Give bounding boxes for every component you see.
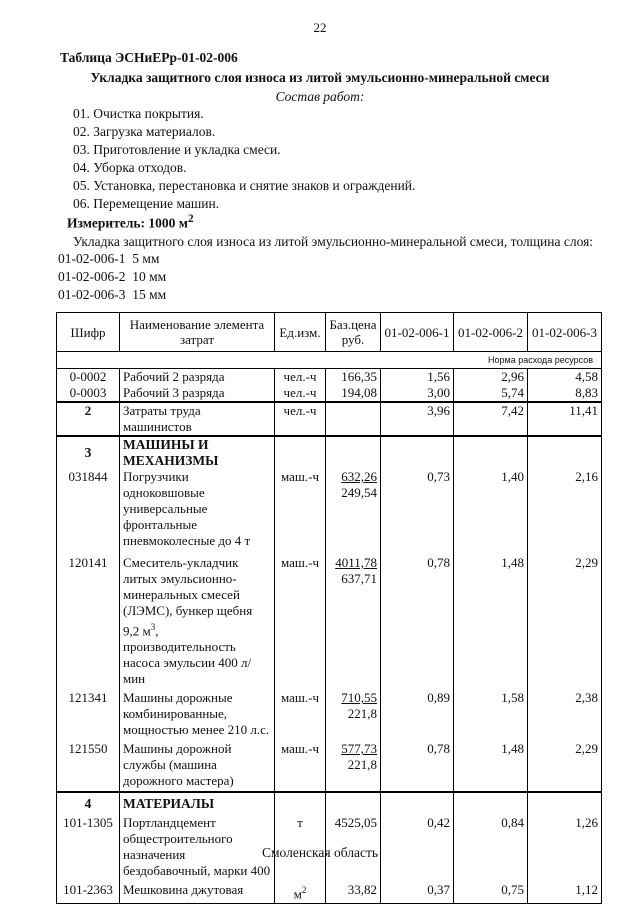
table-row	[57, 469, 602, 555]
cell-code: 2	[57, 402, 120, 436]
unit-base: м	[293, 886, 302, 902]
cell-unit: т	[275, 815, 326, 882]
cell-code: 0-0003	[57, 385, 120, 402]
cell-price	[326, 469, 381, 555]
price-machine: 632,26	[341, 469, 377, 484]
name-sup: 3	[150, 622, 156, 632]
cell-price	[326, 402, 381, 436]
table-row	[57, 369, 602, 386]
cell-code: 0-0002	[57, 369, 120, 386]
cell-v1: 3,00	[381, 385, 454, 402]
document-subtitle: Укладка защитного слоя износа из литой эмульсионно-минеральной смеси	[90, 70, 550, 85]
work-list	[73, 105, 415, 213]
variant-value: 5 мм	[132, 251, 160, 266]
table-row	[57, 385, 602, 402]
cell-unit: маш.-ч	[275, 469, 326, 555]
cell-price: 166,35	[326, 369, 381, 386]
cell-v1: 0,37	[381, 882, 454, 903]
variant-code: 01-02-006-3	[58, 287, 126, 302]
cell-code: 120141	[57, 555, 120, 690]
cell-price: 33,82	[326, 882, 381, 903]
cell-v2: 1,40	[454, 469, 528, 555]
measure-sup: 2	[188, 213, 194, 225]
name-part: , производительность насоса эмульсии 400 л/мин	[123, 623, 252, 687]
work-item: 01. Очистка покрытия.	[73, 106, 204, 121]
cell-v2: 1,48	[454, 741, 528, 792]
norm-label: Норма расхода ресурсов	[57, 352, 602, 369]
cell-name: Портландцемент общестроительного назначения бездобавочный, марки 400	[120, 815, 275, 882]
cell-unit: чел.-ч	[275, 369, 326, 386]
work-item: 04. Уборка отходов.	[73, 160, 187, 175]
variant-code: 01-02-006-2	[58, 269, 126, 284]
page-number: 22	[313, 20, 327, 35]
measure-label: Измеритель: 1000 м	[67, 215, 188, 231]
price-machine: 4011,78	[335, 555, 377, 570]
variant-value: 15 мм	[132, 287, 167, 302]
table-row	[57, 741, 602, 792]
work-item: 06. Перемещение машин.	[73, 196, 220, 211]
price-operator: 221,8	[347, 757, 377, 773]
cell-v3: 8,83	[528, 385, 602, 402]
section-row	[57, 436, 602, 469]
cell-name: Затраты труда машинистов	[120, 402, 275, 436]
cell-v1: 1,56	[381, 369, 454, 386]
table-row	[57, 402, 602, 436]
header-name: Наименование элемента затрат	[120, 313, 275, 352]
cell-code: 121341	[57, 690, 120, 741]
cell-name: Машины дорожной службы (машина дорожного мастера)	[120, 741, 275, 792]
measure-unit	[67, 213, 194, 232]
section-title: МАШИНЫ И МЕХАНИЗМЫ	[120, 436, 275, 469]
cell-v2: 7,42	[454, 402, 528, 436]
work-item: 02. Загрузка материалов.	[73, 124, 216, 139]
price-machine: 710,55	[341, 690, 377, 706]
cell-v1: 0,89	[381, 690, 454, 741]
cell-unit: маш.-ч	[275, 555, 326, 690]
cell-price: 194,08	[326, 385, 381, 402]
footer-region: Смоленская область	[261, 845, 379, 860]
variant-line	[58, 287, 166, 303]
cell-price	[326, 555, 381, 690]
cell-v3: 1,26	[528, 815, 602, 882]
table-header-row	[57, 313, 602, 352]
cell-price	[326, 690, 381, 741]
cell-name: Рабочий 3 разряда	[120, 385, 275, 402]
section-title: МАТЕРИАЛЫ	[120, 792, 275, 815]
composition-label: Состав работ:	[275, 89, 365, 104]
name-part: Смеситель-укладчик литых эмульсионно-минеральных смесей (ЛЭМС), бункер щебня 9,2 м	[123, 555, 253, 639]
cell-v1: 0,78	[381, 555, 454, 690]
cell-v2: 2,96	[454, 369, 528, 386]
unit-sup: 2	[301, 885, 307, 896]
cell-v2: 0,84	[454, 815, 528, 882]
cell-v1: 3,96	[381, 402, 454, 436]
header-v2: 01-02-006-2	[454, 313, 528, 352]
cell-name: Рабочий 2 разряда	[120, 369, 275, 386]
cell-unit: чел.-ч	[275, 385, 326, 402]
variant-value: 10 мм	[132, 269, 167, 284]
cell-v2: 1,48	[454, 555, 528, 690]
cell-code: 121550	[57, 741, 120, 792]
cell-price	[326, 741, 381, 792]
price-operator: 221,8	[347, 706, 377, 722]
cell-unit: маш.-ч	[275, 741, 326, 792]
work-item: 05. Установка, перестановка и снятие знаков и ограждений.	[73, 178, 416, 193]
cell-unit: чел.-ч	[275, 402, 326, 436]
header-unit: Ед.изм.	[275, 313, 326, 352]
cell-v3: 11,41	[528, 402, 602, 436]
table-row	[57, 555, 602, 690]
cell-v3: 2,38	[528, 690, 602, 741]
cell-v3: 4,58	[528, 369, 602, 386]
cell-v2: 1,58	[454, 690, 528, 741]
work-item: 03. Приготовление и укладка смеси.	[73, 142, 281, 157]
cell-v1: 0,42	[381, 815, 454, 882]
cell-code: 101-1305	[57, 815, 120, 882]
header-price: Баз.цена руб.	[326, 313, 381, 352]
cell-name: Машины дорожные комбинированные, мощностью менее 210 л.с.	[120, 690, 275, 741]
header-code: Шифр	[57, 313, 120, 352]
price-machine: 577,73	[341, 741, 377, 757]
cell-v1: 0,78	[381, 741, 454, 792]
price-operator: 249,54	[341, 485, 377, 500]
variant-code: 01-02-006-1	[58, 251, 126, 266]
header-v1: 01-02-006-1	[381, 313, 454, 352]
cell-v2: 0,75	[454, 882, 528, 903]
cell-v1: 0,73	[381, 469, 454, 555]
cell-v3: 2,29	[528, 555, 602, 690]
table-title: Таблица ЭСНиЕРр-01-02-006	[60, 50, 238, 65]
cell-code: 101-2363	[57, 882, 120, 903]
table-row	[57, 690, 602, 741]
section-code: 3	[57, 436, 120, 469]
description: Укладка защитного слоя износа из литой эмульсионно-минеральной смеси, толщина слоя:	[73, 234, 594, 249]
section-row	[57, 792, 602, 815]
variant-line	[58, 269, 166, 285]
resource-table	[56, 312, 602, 904]
cell-v3: 2,29	[528, 741, 602, 792]
price-operator: 637,71	[341, 571, 377, 586]
cell-price: 4525,05	[326, 815, 381, 882]
cell-name	[120, 555, 275, 690]
cell-v3: 2,16	[528, 469, 602, 555]
section-code: 4	[57, 792, 120, 815]
cell-code: 031844	[57, 469, 120, 555]
cell-v3: 1,12	[528, 882, 602, 903]
table-row	[57, 882, 602, 903]
cell-unit	[275, 882, 326, 903]
cell-name: Мешковина джутовая	[120, 882, 275, 903]
header-v3: 01-02-006-3	[528, 313, 602, 352]
cell-unit: маш.-ч	[275, 690, 326, 741]
norm-row	[57, 352, 602, 369]
variant-line	[58, 251, 159, 267]
cell-name: Погрузчики одноковшовые универсальные фронтальные пневмоколесные до 4 т	[120, 469, 275, 555]
cell-v2: 5,74	[454, 385, 528, 402]
